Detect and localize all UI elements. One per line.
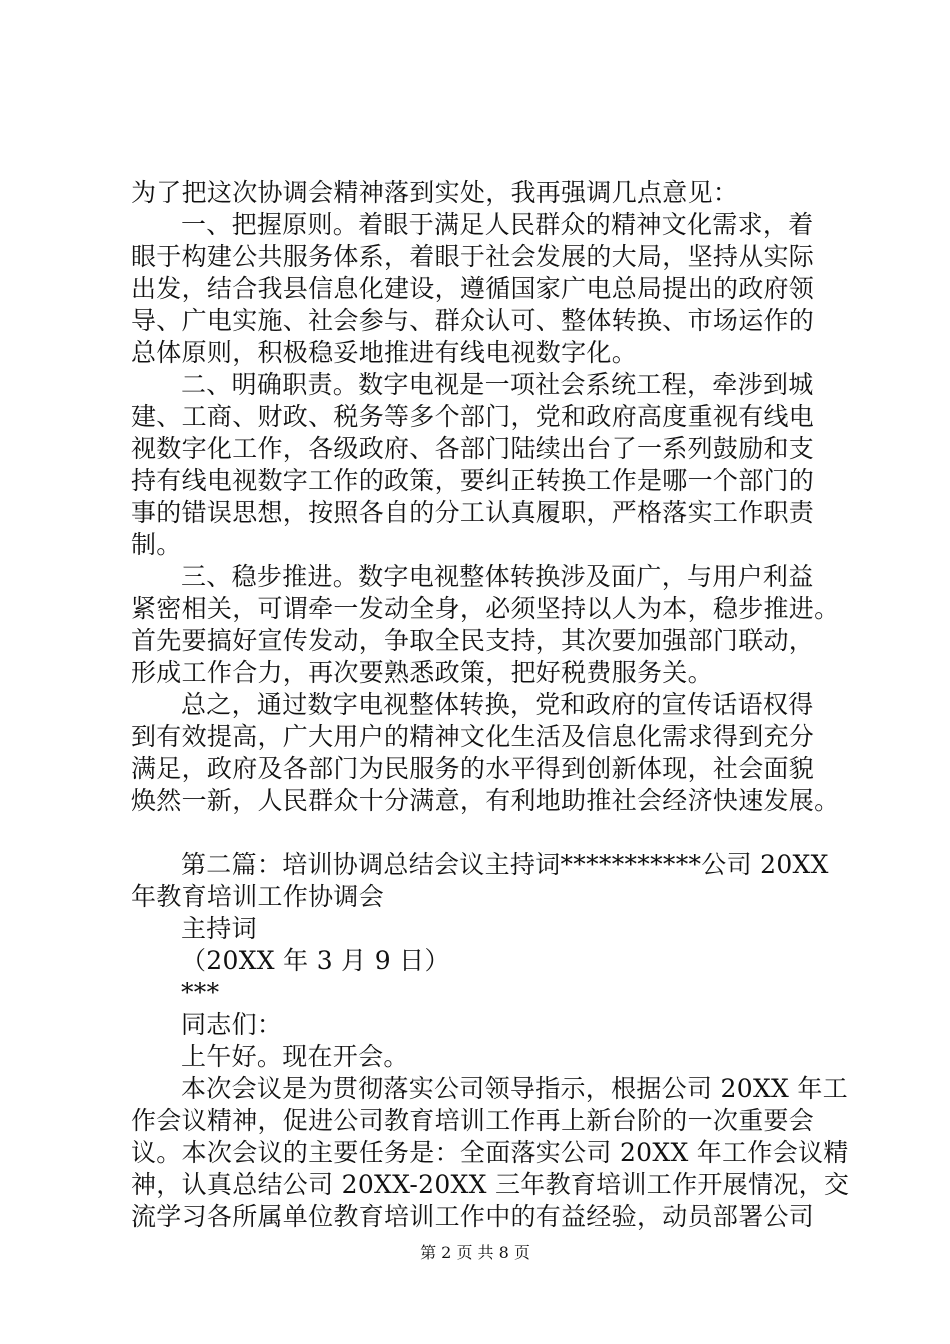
text-line: 形成工作合力，再次要熟悉政策，把好税费服务关。 — [131, 658, 713, 687]
text-line: 持有线电视数字工作的政策，要纠正转换工作是哪一个部门的 — [131, 466, 815, 495]
text-line: 视数字化工作，各级政府、各部门陆续出台了一系列鼓励和支 — [131, 434, 815, 463]
text-line: 建、工商、财政、税务等多个部门，党和政府高度重视有线电 — [131, 402, 815, 431]
text-line: 紧密相关，可谓牵一发动全身，必须坚持以人为本，稳步推进。 — [131, 594, 840, 623]
text-line: 神，认真总结公司 20XX-20XX 三年教育培训工作开展情况，交 — [131, 1170, 850, 1199]
text-line: 作会议精神，促进公司教育培训工作再上新台阶的一次重要会 — [131, 1106, 815, 1135]
section-heading: 年教育培训工作协调会 — [131, 882, 385, 911]
text-line: 焕然一新，人民群众十分满意，有利地助推社会经济快速发展。 — [131, 786, 840, 815]
text-line: 二、明确职责。数字电视是一项社会系统工程，牵涉到城 — [181, 370, 814, 399]
text-line: *** — [181, 978, 220, 1007]
text-line: 三、稳步推进。数字电视整体转换涉及面广，与用户利益 — [181, 562, 814, 591]
text-line: 流学习各所属单位教育培训工作中的有益经验，动员部署公司 — [131, 1202, 815, 1231]
text-line: 出发，结合我县信息化建设，遵循国家广电总局提出的政府领 — [131, 274, 815, 303]
text-line: 总体原则，积极稳妥地推进有线电视数字化。 — [131, 338, 638, 367]
date-line: （20XX 年 3 月 9 日） — [181, 946, 450, 975]
text-line: 眼于构建公共服务体系，着眼于社会发展的大局，坚持从实际 — [131, 242, 815, 271]
text-line: 上午好。现在开会。 — [181, 1042, 409, 1071]
text-line: 本次会议是为贯彻落实公司领导指示，根据公司 20XX 年工 — [181, 1074, 849, 1103]
text-line: 首先要搞好宣传发动，争取全民支持，其次要加强部门联动， — [131, 626, 815, 655]
text-line: 事的错误思想，按照各自的分工认真履职，严格落实工作职责 — [131, 498, 815, 527]
text-line: 一、把握原则。着眼于满足人民群众的精神文化需求，着 — [181, 210, 814, 239]
text-line: 议。本次会议的主要任务是：全面落实公司 20XX 年工作会议精 — [131, 1138, 849, 1167]
text-line: 满足，政府及各部门为民服务的水平得到创新体现，社会面貌 — [131, 754, 815, 783]
text-line: 为了把这次协调会精神落到实处，我再强调几点意见： — [131, 178, 739, 207]
page-number: 第 2 页 共 8 页 — [420, 1243, 530, 1262]
text-line: 制。 — [131, 530, 182, 559]
text-line: 导、广电实施、社会参与、群众认可、整体转换、市场运作的 — [131, 306, 815, 335]
section-heading: 第二篇：培训协调总结会议主持词***********公司 20XX — [181, 850, 829, 879]
text-line: 主持词 — [181, 914, 257, 943]
text-line: 到有效提高，广大用户的精神文化生活及信息化需求得到充分 — [131, 722, 815, 751]
text-line: 总之，通过数字电视整体转换，党和政府的宣传话语权得 — [181, 690, 814, 719]
text-line: 同志们： — [181, 1010, 283, 1039]
